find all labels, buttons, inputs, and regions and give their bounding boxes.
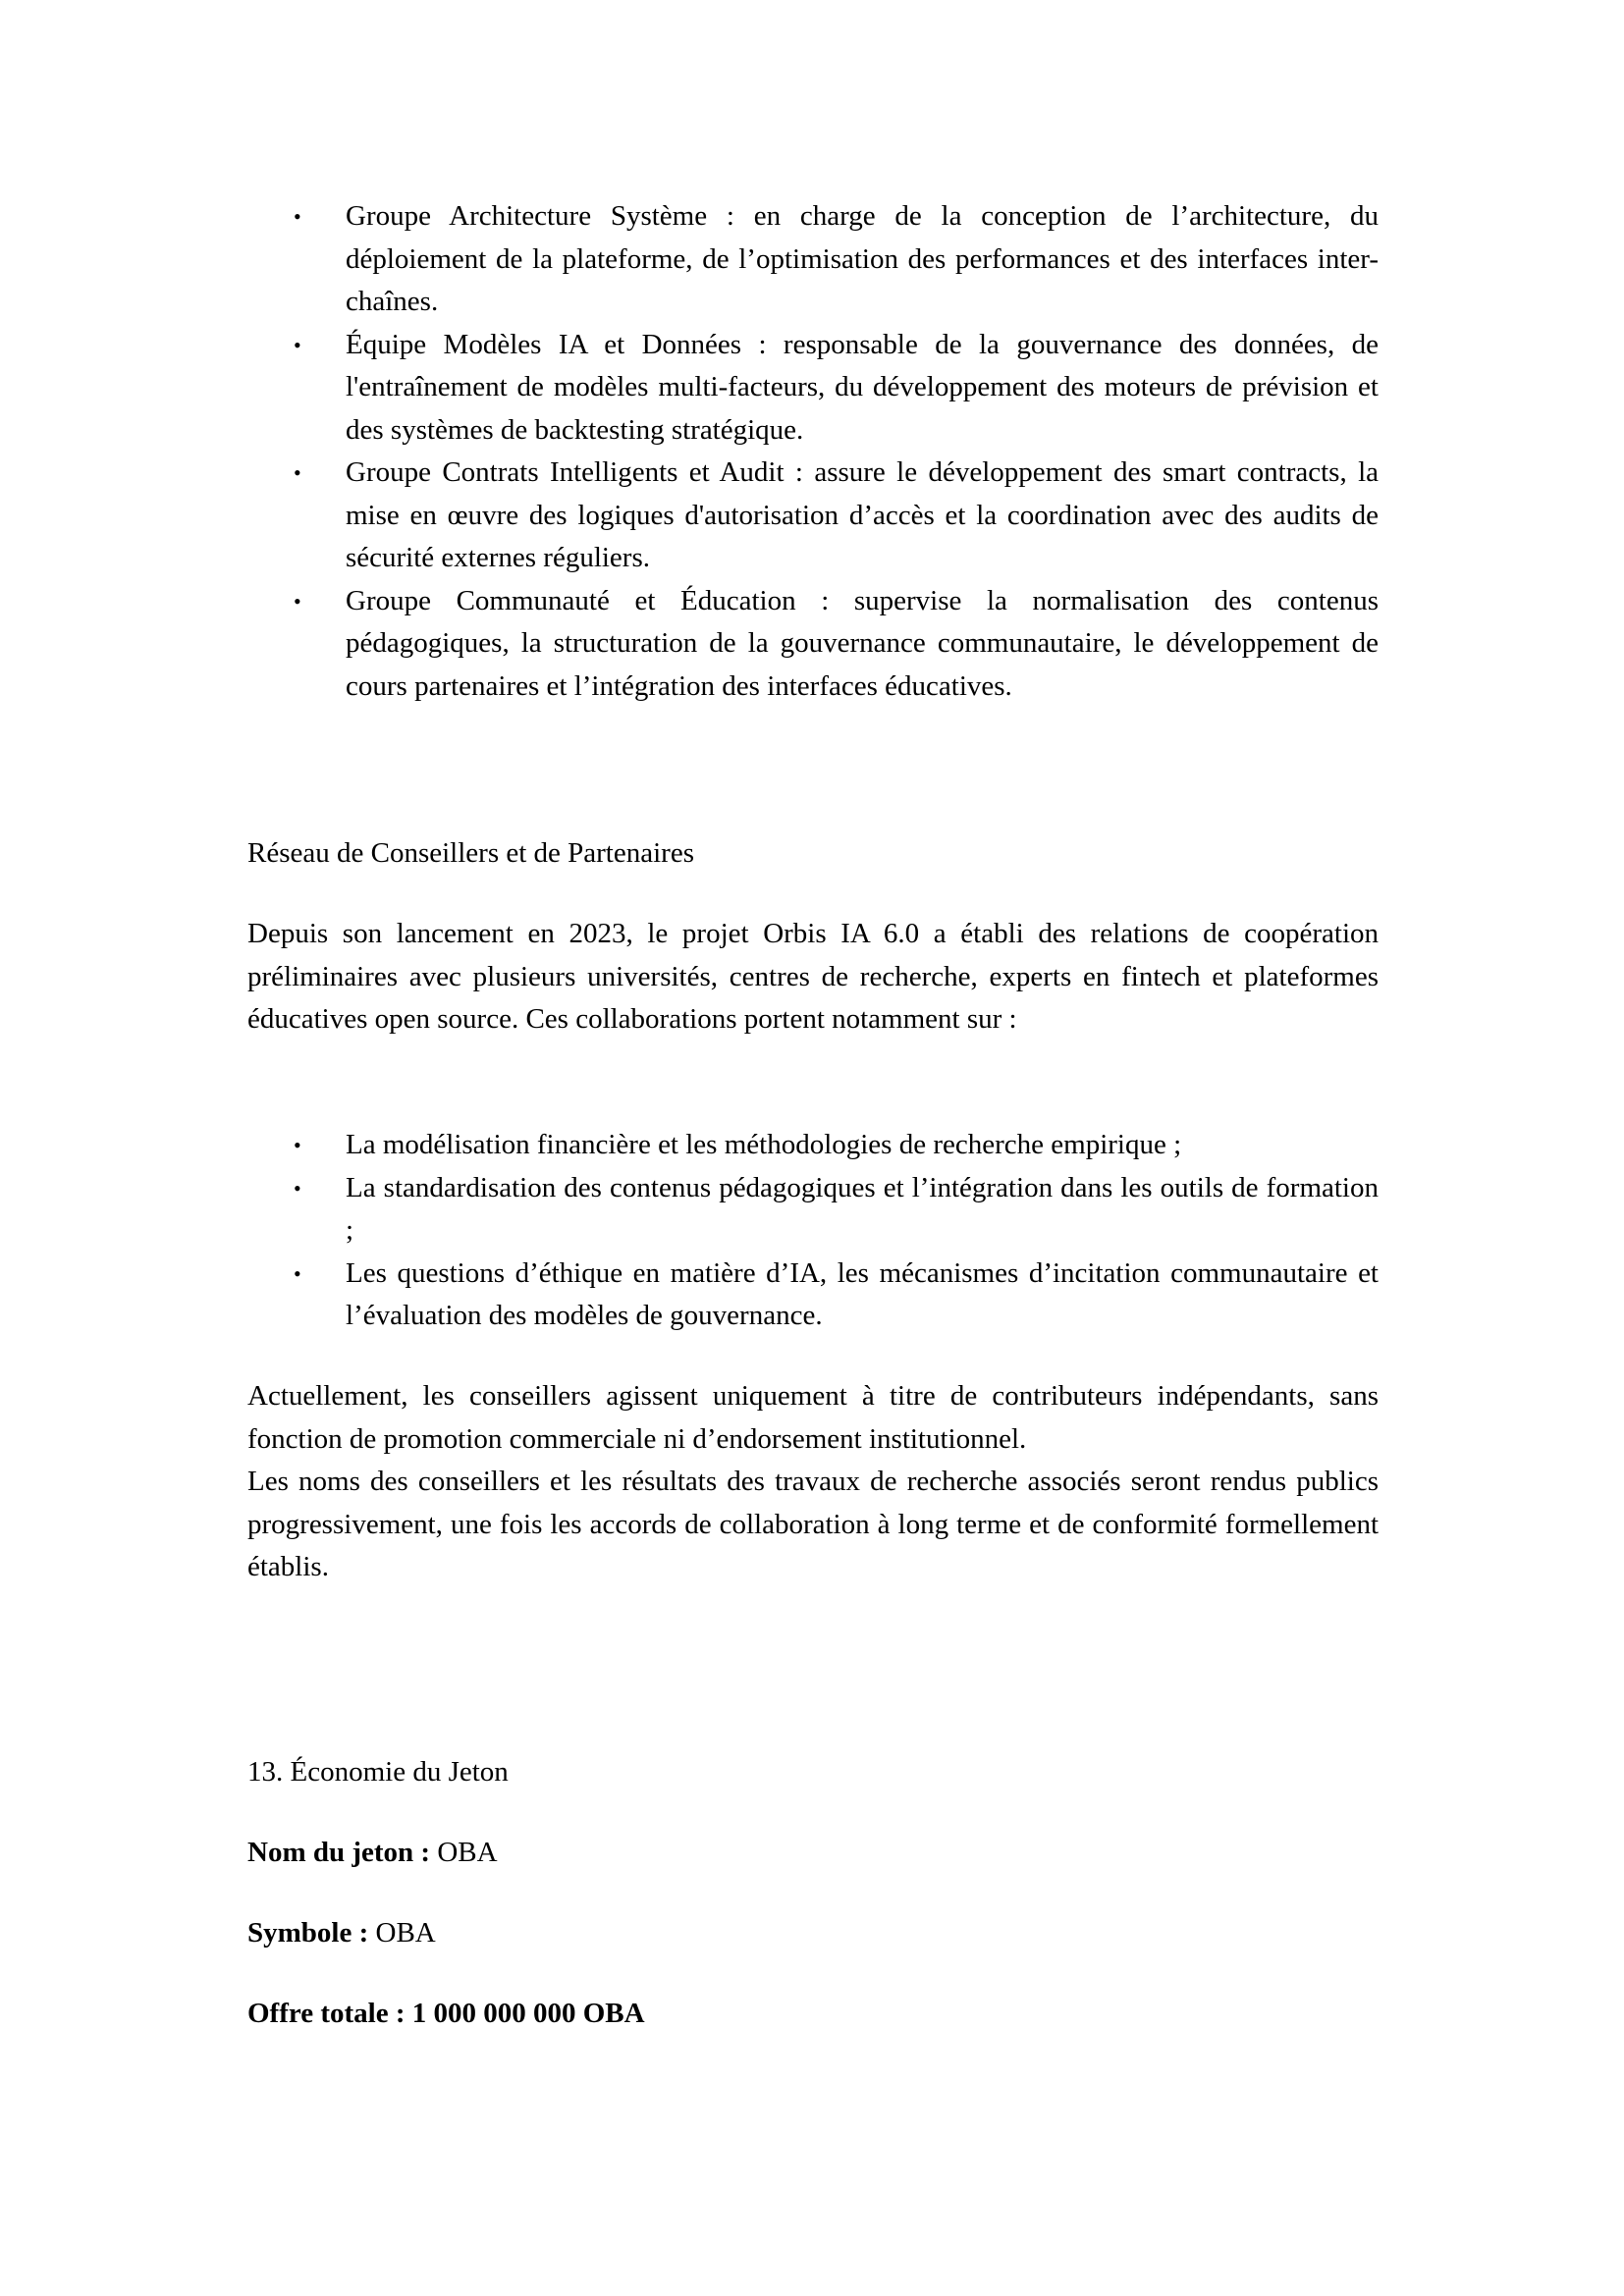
token-symbol-line: [247, 1912, 1379, 1955]
section-heading-advisors: Réseau de Conseillers et de Partenaires: [247, 837, 694, 869]
token-name-value: OBA: [437, 1837, 498, 1868]
advisors-disclosure-paragraph: Les noms des conseillers et les résultats des travaux de recherche associés seront rendus publics progressivement, une fois les accords de collaboration à long terme et de conformité formellement établis.: [247, 1466, 1379, 1582]
section-heading-token-economy: 13. Économie du Jeton: [247, 1756, 509, 1788]
list-item: [247, 1124, 1379, 1167]
list-item: [247, 1167, 1379, 1253]
teams-list: [247, 195, 1379, 708]
token-name-line: [247, 1832, 1379, 1875]
topics-list-block: [247, 1124, 1379, 1338]
bullet-icon: •: [294, 204, 301, 229]
bullet-icon: •: [294, 1260, 301, 1286]
list-item-text: Équipe Modèles IA et Données : responsable de la gouvernance des données, de l'entraînement de modèles multi-facteurs, du développement des moteurs de prévision et des systèmes de backtesting stratégique.: [346, 328, 1379, 446]
bullet-icon: •: [294, 460, 301, 485]
list-item-text: Groupe Communauté et Éducation : supervise la normalisation des contenus pédagogiques, la structuration de la gouvernance communautaire, le développement de cours partenaires et l’intégration des interfaces éducatives.: [346, 584, 1379, 702]
list-item-text: Les questions d’éthique en matière d’IA, les mécanismes d’incitation communautaire et l’évaluation des modèles de gouvernance.: [346, 1256, 1379, 1331]
list-item: [247, 195, 1379, 324]
token-name-label: Nom du jeton :: [247, 1837, 431, 1868]
topics-list: [247, 1124, 1379, 1338]
bullet-icon: •: [294, 1133, 301, 1157]
list-item-text: La standardisation des contenus pédagogiques et l’intégration dans les outils de formation ;: [346, 1171, 1379, 1246]
token-symbol-value: OBA: [375, 1917, 436, 1949]
token-total-supply: Offre totale : 1 000 000 000 OBA: [247, 1998, 645, 2029]
bullet-icon: •: [294, 588, 301, 614]
bullet-icon: •: [294, 332, 301, 357]
bullet-icon: •: [294, 1175, 301, 1201]
teams-list-block: [247, 195, 1379, 708]
list-item-text: La modélisation financière et les méthodologies de recherche empirique ;: [346, 1129, 1182, 1160]
advisors-intro-paragraph: Depuis son lancement en 2023, le projet Orbis IA 6.0 a établi des relations de coopération préliminaires avec plusieurs universités, centres de recherche, experts en fintech et plateformes éducatives open source. Ces collaborations portent notamment sur :: [247, 918, 1379, 1035]
token-total-supply-line: [247, 1993, 1379, 2036]
list-item-text: Groupe Architecture Système : en charge de la conception de l’architecture, du déploiement de la plateforme, de l’optimisation des performances et des interfaces inter-chaînes.: [346, 200, 1379, 317]
advisors-status-paragraph: Actuellement, les conseillers agissent uniquement à titre de contributeurs indépendants, sans fonction de promotion commerciale ni d’endorsement institutionnel.: [247, 1380, 1379, 1455]
list-item: [247, 324, 1379, 453]
list-item-text: Groupe Contrats Intelligents et Audit : assure le développement des smart contracts, la mise en œuvre des logiques d'autorisation d’accès et la coordination avec des audits de sécurité externes réguliers.: [346, 456, 1379, 573]
list-item: [247, 452, 1379, 580]
list-item: [247, 1253, 1379, 1338]
token-symbol-label: Symbole :: [247, 1917, 369, 1949]
advisors-paragraphs: [247, 1375, 1379, 1589]
list-item: [247, 580, 1379, 709]
